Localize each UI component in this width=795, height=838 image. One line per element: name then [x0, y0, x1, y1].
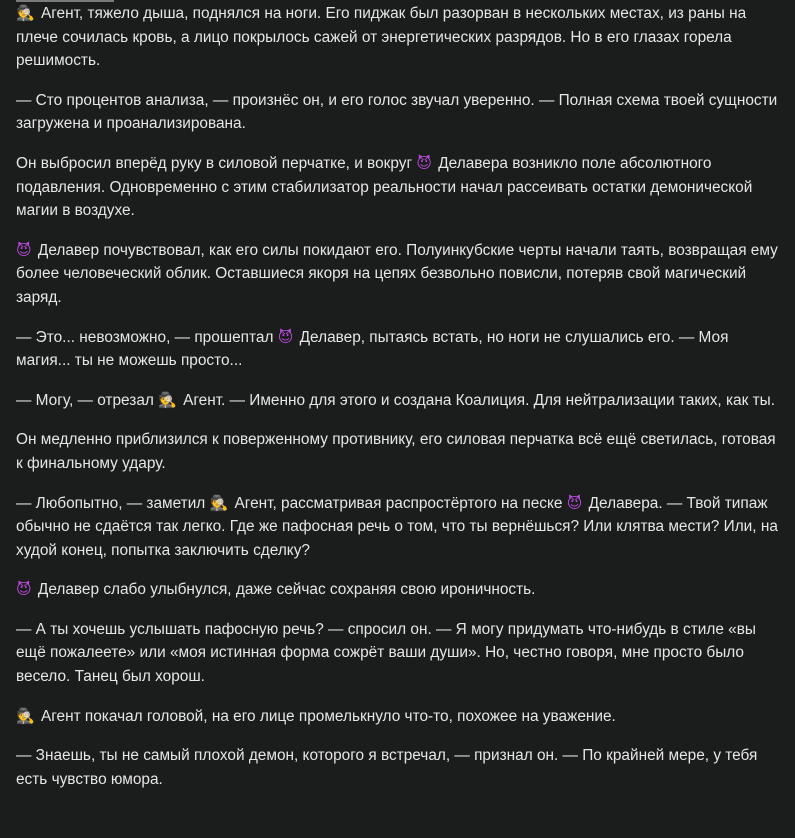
paragraph-text: Он выбросил вперёд руку в силовой перчатке, и вокруг [16, 154, 417, 172]
paragraph-text: Агент, рассматривая распростёртого на песке [230, 494, 567, 512]
paragraph-text: Делавера возникло поле абсолютного подавления. Одновременно с этим стабилизатор реальности начал рассеивать остатки демонической магии в воздухе. [16, 154, 753, 220]
paragraph-text: Делавер слабо улыбнулся, даже сейчас сохраняя свою ироничность. [33, 581, 536, 599]
paragraph-text: — Сто процентов анализа, — произнёс он, и его голос звучал уверенно. — Полная схема твоей сущности загружена и проанализирована. [16, 91, 778, 133]
paragraph-text: Делавер, пытаясь встать, но ноги не слушались его. — Моя магия... ты не можешь просто... [16, 328, 729, 370]
paragraph-text: — А ты хочешь услышать пафосную речь? — спросил он. — Я могу придумать что-нибудь в стиле «вы ещё пожалеете» или «моя истинная форма сожрёт ваши души». Но, честно говоря, мне просто было весело. Танец был хорош. [16, 620, 756, 686]
paragraph-text: — Любопытно, — заметил [16, 494, 210, 512]
story-paragraph [16, 705, 782, 729]
story-paragraph [16, 239, 782, 310]
devil-icon: 😈 [277, 327, 294, 346]
story-paragraph [16, 89, 782, 136]
paragraph-text: — Могу, — отрезал [16, 391, 159, 409]
paragraph-text: Он медленно приблизился к поверженному противнику, его силовая перчатка всё ещё светилась, готовая к финальному удару. [16, 431, 776, 472]
devil-icon: 😈 [416, 153, 432, 172]
spy-icon: 🕵 [16, 4, 35, 22]
devil-icon: 😈 [16, 580, 32, 599]
spy-icon: 🕵 [16, 706, 35, 725]
story-paragraph [16, 152, 782, 223]
paragraph-text: Делавера. — Твой типаж обычно не сдаётся так легко. Где же пафосная речь о том, что ты вернёшься? Или клятва мести? Или, на худой конец, попытка заключить сделку? [16, 494, 778, 559]
devil-icon: 😈 [566, 493, 583, 512]
paragraph-text: Агент. — Именно для этого и создана Коалиция. Для нейтрализации таких, как ты. [178, 391, 775, 409]
story-paragraph [16, 2, 782, 73]
spy-icon: 🕵 [209, 493, 229, 512]
story-paragraph [16, 326, 782, 373]
paragraph-text: — Это... невозможно, — прошептал [16, 328, 278, 346]
story-paragraph [16, 492, 782, 563]
message-content [16, 0, 782, 807]
paragraph-text: — Знаешь, ты не самый плохой демон, которого я встречал, — признал он. — По крайней мере, у тебя есть чувство юмора. [16, 747, 758, 788]
spy-icon: 🕵 [158, 390, 177, 409]
story-paragraph [16, 578, 782, 602]
story-paragraph [16, 428, 782, 475]
paragraph-text: Агент, тяжело дыша, поднялся на ноги. Его пиджак был разорван в нескольких местах, из раны на плече сочилась кровь, а лицо покрылось сажей от энергетических разрядов. Но в его глазах горела решимость. [16, 5, 747, 70]
story-paragraph [16, 744, 782, 791]
devil-icon: 😈 [16, 240, 32, 259]
story-paragraph [16, 389, 782, 413]
story-paragraph [16, 618, 782, 689]
paragraph-text: Агент покачал головой, на его лице промелькнуло что-то, похожее на уважение. [36, 707, 616, 725]
paragraph-text: Делавер почувствовал, как его силы покидают его. Полуинкубские черты начали таять, возвращая ему более человеческий облик. Оставшиеся якоря на цепях безвольно повисли, потеряв свой магический заряд. [16, 241, 778, 306]
